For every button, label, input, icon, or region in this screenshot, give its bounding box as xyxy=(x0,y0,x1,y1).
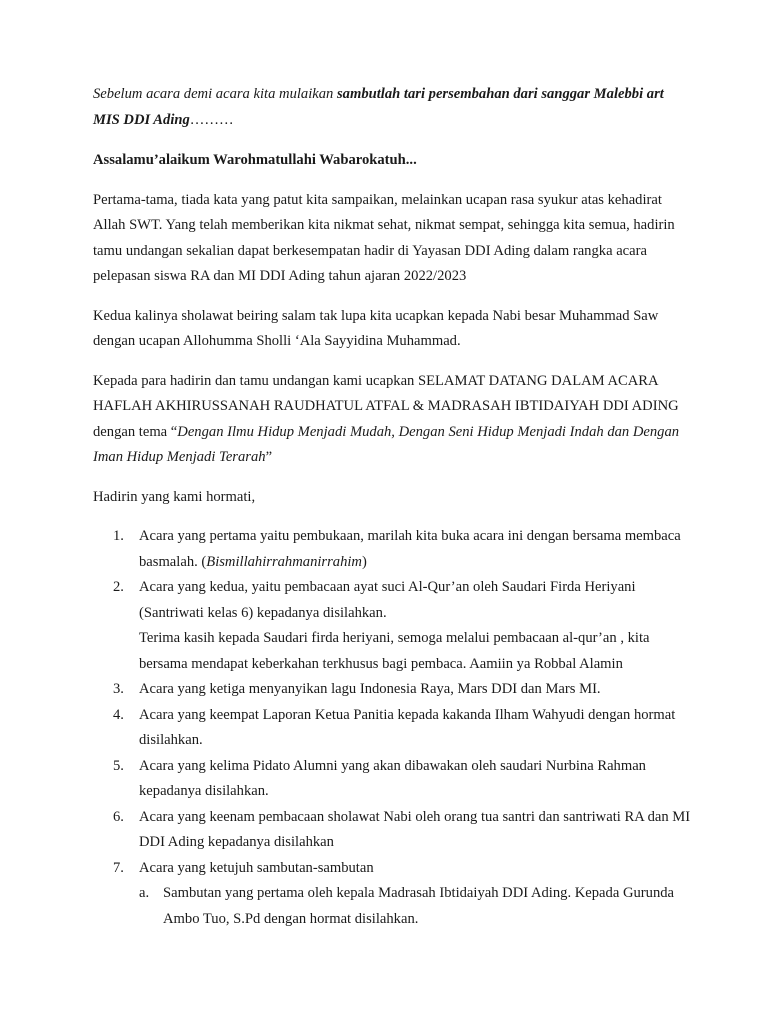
theme-close-quote: ” xyxy=(265,449,273,465)
theme-italic: Dengan Ilmu Hidup Menjadi Mudah, Dengan Seni Hidup Menjadi Indah dan Dengan Iman Hidup Menjadi Terarah xyxy=(93,423,680,465)
paragraph-3 xyxy=(93,369,693,471)
hadirin-line: Hadirin yang kami hormati, xyxy=(93,488,256,505)
list-item xyxy=(93,677,693,703)
list-item-text: Acara yang kelima Pidato Alumni yang akan dibawakan oleh saudari Nurbina Rahman kepadanya disilahkan. xyxy=(139,757,646,799)
list-item xyxy=(93,703,693,754)
list-item-number: 6. xyxy=(113,808,124,825)
list-item-text: Acara yang kedua, yaitu pembacaan ayat suci Al-Qur’an oleh Saudari Firda Heriyani (Santriwati kelas 6) kepadanya disilahkan. xyxy=(139,579,636,621)
paragraph-1: Pertama-tama, tiada kata yang patut kita sampaikan, melainkan ucapan rasa syukur atas kehadirat Allah SWT. Yang telah memberikan kita nikmat sehat, nikmat sempat, sehingga kita semua, hadirin tamu undangan sekalian dapat berkesempatan hadir di Yayasan DDI Ading dalam rangka acara pelepasan siswa RA dan MI DDI Ading tahun ajaran 2022/2023 xyxy=(93,191,675,284)
greeting xyxy=(93,148,693,174)
paragraph-3-text: Kepada para hadirin dan tamu undangan kami ucapkan SELAMAT DATANG DALAM ACARA HAFLAH AKHIRUSSANAH RAUDHATUL ATFAL & MADRASAH IBTIDAIYAH DDI ADING dengan tema “ xyxy=(93,372,679,440)
sub-list-item-text: Sambutan yang pertama oleh kepala Madrasah Ibtidaiyah DDI Ading. Kepada Gurunda Ambo Tuo, S.Pd dengan hormat disilahkan. xyxy=(163,885,675,927)
paragraph-2: Kedua kalinya sholawat beiring salam tak lupa kita ucapkan kepada Nabi besar Muhammad Saw dengan ucapan Allohumma Sholli ‘Ala Sayyidina Muhammad. xyxy=(93,307,659,349)
list-item-number: 7. xyxy=(113,859,124,876)
intro-bold-italic: sambutlah tari persembahan dari sanggar Malebbi art MIS DDI Ading xyxy=(93,86,664,128)
list-item-text: Acara yang ketiga menyanyikan lagu Indonesia Raya, Mars DDI dan Mars MI. xyxy=(139,681,601,697)
list-item-italic: Bismillahirrahmanirrahim xyxy=(206,553,362,570)
document-page xyxy=(93,82,693,932)
list-item-number: 3. xyxy=(113,681,124,697)
list-item xyxy=(93,524,693,575)
list-item xyxy=(93,856,693,933)
list-item-extra: Terima kasih kepada Saudari firda heriyani, semoga melalui pembacaan al-qur’an , kita bersama mendapat keberkahan terkhusus bagi pembaca. Aamiin ya Robbal Alamin xyxy=(139,630,650,672)
sub-list-item-letter: a. xyxy=(139,885,150,901)
list-item-number: 4. xyxy=(113,706,124,723)
sub-list xyxy=(139,881,693,932)
list-item-text: Acara yang ketujuh sambutan-sambutan xyxy=(139,859,374,876)
list-item-text: Acara yang keenam pembacaan sholawat Nabi oleh orang tua santri dan santriwati RA dan MI DDI Ading kepadanya disilahkan xyxy=(139,808,691,850)
intro-ellipsis: ……… xyxy=(189,111,234,128)
list-item-after: ) xyxy=(361,553,367,570)
list-item xyxy=(93,575,693,677)
list-item xyxy=(93,805,693,856)
list-item-number: 5. xyxy=(113,757,124,774)
greeting-text: Assalamu’alaikum Warohmatullahi Wabarokatuh... xyxy=(93,152,417,168)
intro-italic: Sebelum acara demi acara kita mulaikan xyxy=(93,86,337,102)
list-item-number: 1. xyxy=(113,528,124,544)
agenda-list xyxy=(93,524,693,932)
list-item-number: 2. xyxy=(113,579,124,595)
intro-paragraph xyxy=(93,82,693,133)
list-item-text: Acara yang keempat Laporan Ketua Panitia kepada kakanda Ilham Wahyudi dengan hormat disilahkan. xyxy=(139,706,676,748)
sub-list-item xyxy=(139,881,693,932)
list-item xyxy=(93,754,693,805)
list-item-text: Acara yang pertama yaitu pembukaan, marilah kita buka acara ini dengan bersama membaca basmalah. ( xyxy=(139,528,681,570)
